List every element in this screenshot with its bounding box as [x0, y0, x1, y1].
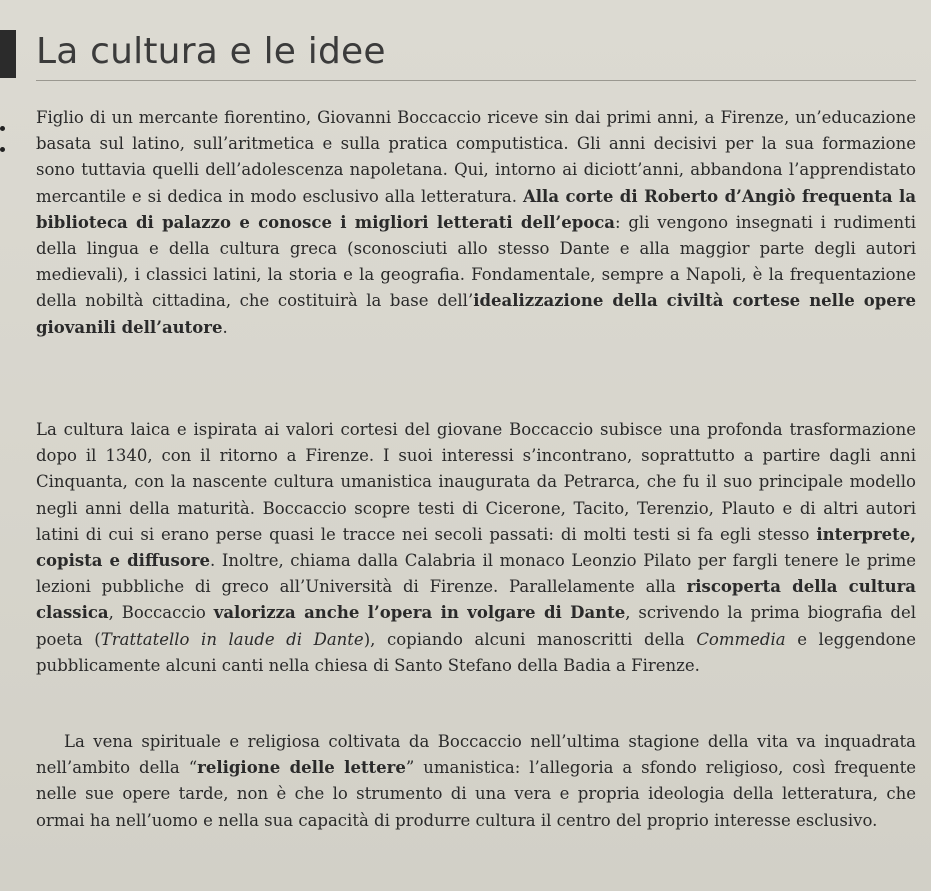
heading-accent-bar [0, 30, 16, 78]
text-run: La cultura laica e ispirata ai valori cortesi del giovane Boccaccio subisce una profonda trasformazione dopo il 1340, con il ritorno a Firenze. I suoi interessi s’incontrano, soprattutto a partire dagli anni Cinquanta, con la nascente cultura umanistica inaugurata da Petrarca, che fu il suo principale modello negli anni della maturità. Boccaccio scopre testi di Cicerone, Tacito, Terenzio, Plauto e di altri autori latini di cui si erano perse quasi le tracce nei secoli passati: di molti testi si fa egli stesso [36, 420, 916, 544]
text-run: ” umanistica: l’allegoria a sfondo religioso, così frequente nelle sue opere tarde, non è che lo strumento di una vera e propria ideologia della letteratura, che ormai ha nell’uomo e nella sua capacità di produrre cultura il centro del proprio interesse esclusivo. [36, 758, 916, 830]
text-run: . [222, 317, 228, 337]
italic-text-run: Commedia [696, 629, 786, 649]
heading-divider [36, 80, 916, 81]
bold-text-run: Alla corte di Roberto d’Angiò frequenta la biblioteca di palazzo e conosce i migliori letterati dell’epoca [36, 186, 917, 232]
text-run: , Boccaccio [108, 603, 214, 623]
text-run: : gli vengono insegnati i rudimenti della lingua e della cultura greca (sconosciuti allo stesso Dante e alla maggior parte degli autori medievali), i classici latini, la storia e la geografia. Fondamentale, sempre a Napoli, è la frequentazione della nobiltà cittadina, che costituirà la base dell’ [36, 212, 916, 311]
italic-text-run: Trattatello in laude di Dante [100, 629, 364, 649]
bold-text-run: idealizzazione della civiltà cortese nelle opere giovanili dell’autore [36, 291, 916, 337]
bold-text-run: religione delle lettere [197, 758, 406, 778]
paragraph-formation [36, 105, 916, 341]
text-run: La vena spirituale e religiosa coltivata da Boccaccio nell’ultima stagione della vita va inquadrata nell’ambito della “ [36, 732, 916, 778]
margin-bullet-icon [0, 126, 5, 131]
text-run: , scrivendo la prima biografia del poeta ( [36, 603, 916, 649]
paragraph-humanism [36, 417, 916, 679]
bold-text-run: valorizza anche l’opera in volgare di Dante [213, 603, 626, 623]
text-run: . Inoltre, chiama dalla Calabria il monaco Leonzio Pilato per fargli tenere le prime lezioni pubbliche di greco all’Università di Firenze. Parallelamente alla [36, 551, 916, 597]
section-title: La cultura e le idee [36, 31, 386, 72]
bold-text-run: interprete, copista e diffusore [36, 524, 916, 571]
margin-bullet-icon [0, 147, 5, 152]
text-run: e leggendone pubblicamente alcuni canti nella chiesa di Santo Stefano della Badia a Firenze. [36, 629, 916, 675]
bold-text-run: riscoperta della cultura classica [36, 577, 916, 623]
paragraph-religion-of-letters [36, 729, 916, 834]
text-run: ), copiando alcuni manoscritti della [363, 629, 697, 649]
text-run: Figlio di un mercante fiorentino, Giovanni Boccaccio riceve sin dai primi anni, a Firenze, un’educazione basata sul latino, sull’aritmetica e sulla pratica computistica. Gli anni decisivi per la sua formazione sono tuttavia quelli dell’adolescenza napoletana. Qui, intorno ai diciott’anni, abbandona l’apprendistato mercantile e si dedica in modo esclusivo alla letteratura. [36, 108, 916, 206]
